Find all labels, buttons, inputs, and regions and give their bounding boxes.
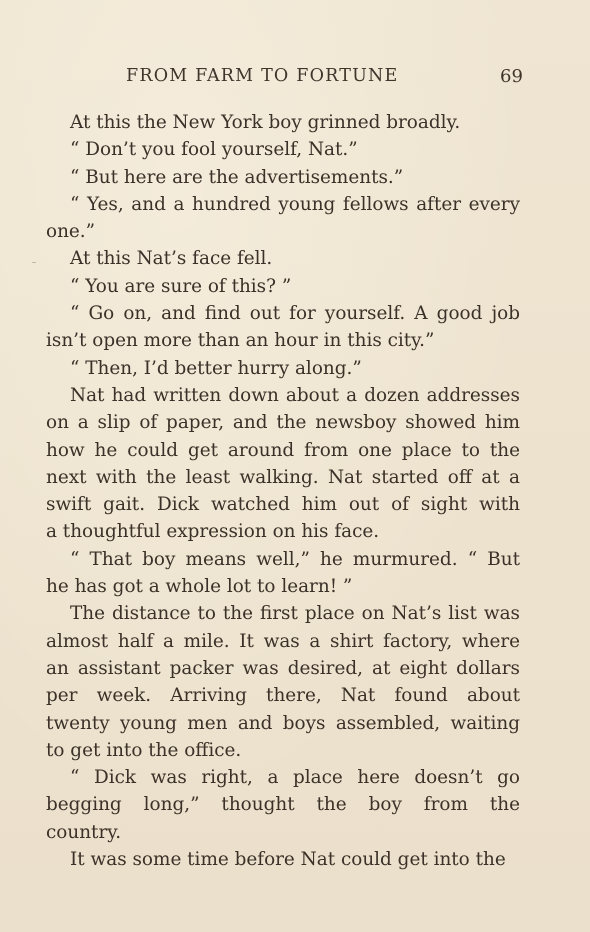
text-line: how he could get around from one place to the <box>46 439 520 461</box>
text-line: on a slip of paper, and the newsboy showed him <box>46 412 520 434</box>
page-number: 69 <box>500 66 523 87</box>
text-line: “ Don’t you fool yourself, Nat.” <box>70 139 358 161</box>
text-line: begging long,” thought the boy from the <box>46 794 520 816</box>
text-line: “ Then, I’d better hurry along.” <box>70 357 362 379</box>
text-line: At this the New York boy grinned broadly. <box>70 112 461 133</box>
text-line: one.” <box>46 221 96 243</box>
text-line: “ You are sure of this? ” <box>70 275 292 297</box>
text-line: twenty young men and boys assembled, waiting <box>46 712 520 734</box>
text-line: an assistant packer was desired, at eight dollars <box>46 657 520 679</box>
text-line: he has got a whole lot to learn! ” <box>46 576 353 598</box>
text-line: The distance to the first place on Nat’s list was <box>70 603 520 625</box>
text-line: “ Go on, and find out for yourself. A good job <box>70 303 520 325</box>
text-line: a thoughtful expression on his face. <box>46 521 380 543</box>
text-line: next with the least walking. Nat started off at a <box>46 466 520 488</box>
text-line: country. <box>46 821 122 843</box>
text-line: “ Dick was right, a place here doesn’t go <box>70 767 520 789</box>
text-line: per week. Arriving there, Nat found about <box>46 685 520 707</box>
running-head-title: FROM FARM TO FORTUNE <box>126 66 399 86</box>
margin-mark <box>32 262 36 263</box>
running-head <box>0 66 590 94</box>
text-line: It was some time before Nat could get into the <box>70 849 506 871</box>
text-line: isn’t open more than an hour in this city.” <box>46 330 435 352</box>
text-line: Nat had written down about a dozen addresses <box>70 384 520 406</box>
text-line: “ Yes, and a hundred young fellows after every <box>70 193 520 215</box>
text-line: At this Nat’s face fell. <box>70 248 273 270</box>
text-line: swift gait. Dick watched him out of sight with <box>46 494 520 516</box>
text-line: almost half a mile. It was a shirt factory, where <box>46 630 520 652</box>
body-text <box>46 109 520 873</box>
text-line: to get into the office. <box>46 739 242 761</box>
text-line: “ That boy means well,” he murmured. “ But <box>70 548 520 570</box>
text-line: “ But here are the advertisements.” <box>70 166 404 188</box>
